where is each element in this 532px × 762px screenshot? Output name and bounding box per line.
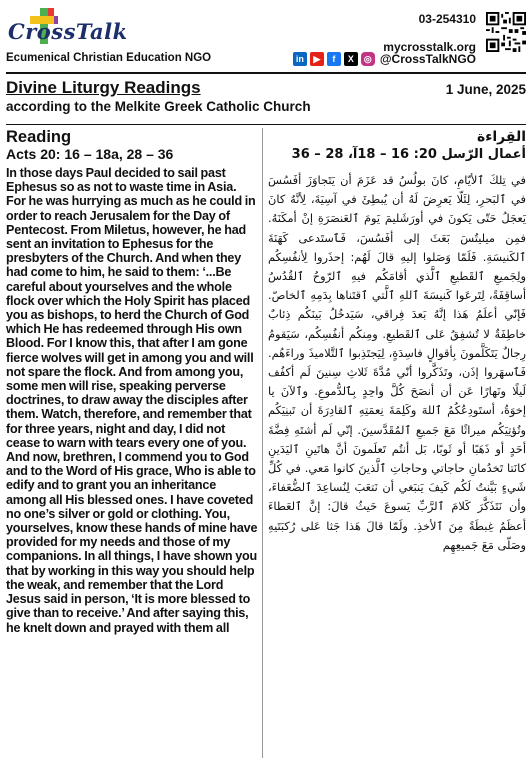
- contact-info: [383, 12, 476, 54]
- facebook-icon[interactable]: f: [327, 52, 341, 66]
- page-header: [0, 0, 532, 70]
- logo-text: CrossTalk: [8, 19, 128, 44]
- title-block: [6, 78, 526, 114]
- page-title: Divine Liturgy Readings: [6, 78, 201, 97]
- reading-date: 1 June, 2025: [445, 82, 526, 97]
- qr-code-icon[interactable]: [486, 12, 526, 52]
- english-reading: [6, 128, 258, 635]
- title-divider: [6, 124, 526, 125]
- instagram-icon[interactable]: ◎: [361, 52, 375, 66]
- website-link[interactable]: mycrosstalk.org: [383, 40, 476, 54]
- x-icon[interactable]: X: [344, 52, 358, 66]
- phone-number[interactable]: 03-254310: [418, 12, 476, 26]
- arabic-text: في تِلكَ ٱلأيّامِ، كانَ بولُسُ قد عَزَمَ أن يَتَجاوَزَ أفَسُسَ في ٱلبَحرِ، لِئَلّا يَعرِضَ لَهُ أن يُبطِئَ في آسِيَةَ، لِأنَّهُ كانَ يَعجَلُ حَتّى يَكونَ في أورَشَليمَ يَومَ ٱلعَنصَرَةِ إنْ أمكَنَهُ. فمِن ميليتُسَ بَعَثَ إلى أفَسُسَ، فَٱستَدعى كَهَنَةَ ٱلكَنيسَةِ. فَلَمّا وَصَلوا إليهِ قالَ لَهُم: إحذَروا لِأنفُسِكُم ولِجَميعِ ٱلقَطيعِ ٱلَّذي أقامَكُم فيهِ ٱلرّوحُ ٱلقُدُسُ أساقِفَةً، لِتَرعَوا كَنيسَةَ ٱللهِ ٱلَّتي ٱقتَناها بِدَمِهِ ٱلخاصّ. فَإنّي أعلَمُ هَذا إنَّهُ بَعدَ فِراقي، سَيَدخُلُ بَينَكُم ذِئابٌ خاطِفَةٌ لا تُشفِقُ عَلى ٱلقَطيعِ. ومِنكُم أنفُسِكُم، سَيَقومُ رِجالٌ يَتَكَلَّمونَ بِأقوالٍ فاسِدَةٍ، لِيَجتَذِبوا ٱلتَّلاميذَ وراءَهُم. فَٱسهَروا إذَن، وتَذَكَّروا أنّي مُدَّةَ ثَلاثِ سِنينَ لَم أكفُف لَيلًا ونَهارًا عَن أن أنصَحَ كُلَّ واحِدٍ بِٱلدُّموعِ. وٱلآنَ يا إخوَةُ، أستَودِعُكُمُ ٱللهَ وكَلِمَةَ نِعمَتِهِ ٱلقادِرَةَ أن تَبنِيَكُم وتُؤتِيَكُم ميراثًا مَعَ جَميعِ ٱلمُقَدَّسينَ. إنّي لَم أشتَهِ فِضَّةَ أحَدٍ أو ذَهَبًا أو ثَوبًا، بَل أنتُم تَعلَمونَ أنَّ هاتَينِ ٱليَدَينِ كانَتا تَخدُمانِ حاجاتي وحاجاتِ ٱلَّذينَ كانوا مَعي. في كُلِّ شَيءٍ بَيَّنتُ لَكُم كَيفَ يَنبَغي أن نَتعَبَ لِنُساعِدَ ٱلضُّعَفاءَ، وأن نَتَذَكَّرَ كَلامَ ٱلرَّبِّ يَسوعَ حَيثُ قالَ: إنَّ ٱلعَطاءَ أعظَمُ غِبطَةً مِنَ ٱلأخذِ. ولَمّا قالَ هَذا جَثا عَلى رُكبَتَيهِ وصَلّى مَعَ جَميعِهِم: [268, 173, 526, 552]
- english-reference: Acts 20: 16 – 18a, 28 – 36: [6, 146, 174, 162]
- column-divider: [262, 128, 263, 758]
- header-divider: [6, 72, 526, 74]
- english-heading: Reading: [6, 128, 72, 146]
- linkedin-icon[interactable]: in: [293, 52, 307, 66]
- crosstalk-logo[interactable]: [6, 8, 128, 44]
- tagline: Ecumenical Christian Education NGO: [6, 52, 212, 64]
- social-handle[interactable]: @CrossTalkNGO: [379, 52, 476, 66]
- youtube-icon[interactable]: ▶: [310, 52, 324, 66]
- arabic-heading: القِراءة: [476, 129, 526, 145]
- arabic-reference: أعمال الرّسل 20: 16 – 18آ، 28 – 36: [291, 147, 526, 162]
- english-text: In those days Paul decided to sail past Ephesus so as not to waste time in Asia. For he was hurrying as much as he could in order to reach Jerusalem for the Day of Pentecost. From Miletus, however, he had sent an invitation to Ephesus for the presbyters of the Church. And when they had come to him, he said to them: ‘...Be careful about yourselves and the whole flock over which the Holy Spirit has placed you as bishops, to herd the Church of God which He has redeemed through His own Blood. For I know this, that after I am gone fierce wolves will get in among you and will not spare the flock. And from among you, some men will rise, speaking perverse doctrines, to draw away the disciples after them. Watch, therefore, and remember that for three years, night and day, I did not cease to warn with tears every one of you. And now, brethren, I commend you to God and to the Word of His grace, Who is able to edify and to grant you an inheritance among all His blessed ones. I have coveted no one’s silver or gold or clothing. You, yourselves, know these hands of mine have provided for my needs and those of my companions. In all things, I have shown you that by working in this way you should help the weak, and remember that the Lord Jesus said in person, ‘It is more blessed to give than to receive.’ And after saying this, he knelt down and prayed with them all: [6, 166, 258, 635]
- page-subtitle: according to the Melkite Greek Catholic Church: [6, 99, 311, 114]
- arabic-reading: [268, 128, 526, 555]
- social-links: [293, 52, 476, 66]
